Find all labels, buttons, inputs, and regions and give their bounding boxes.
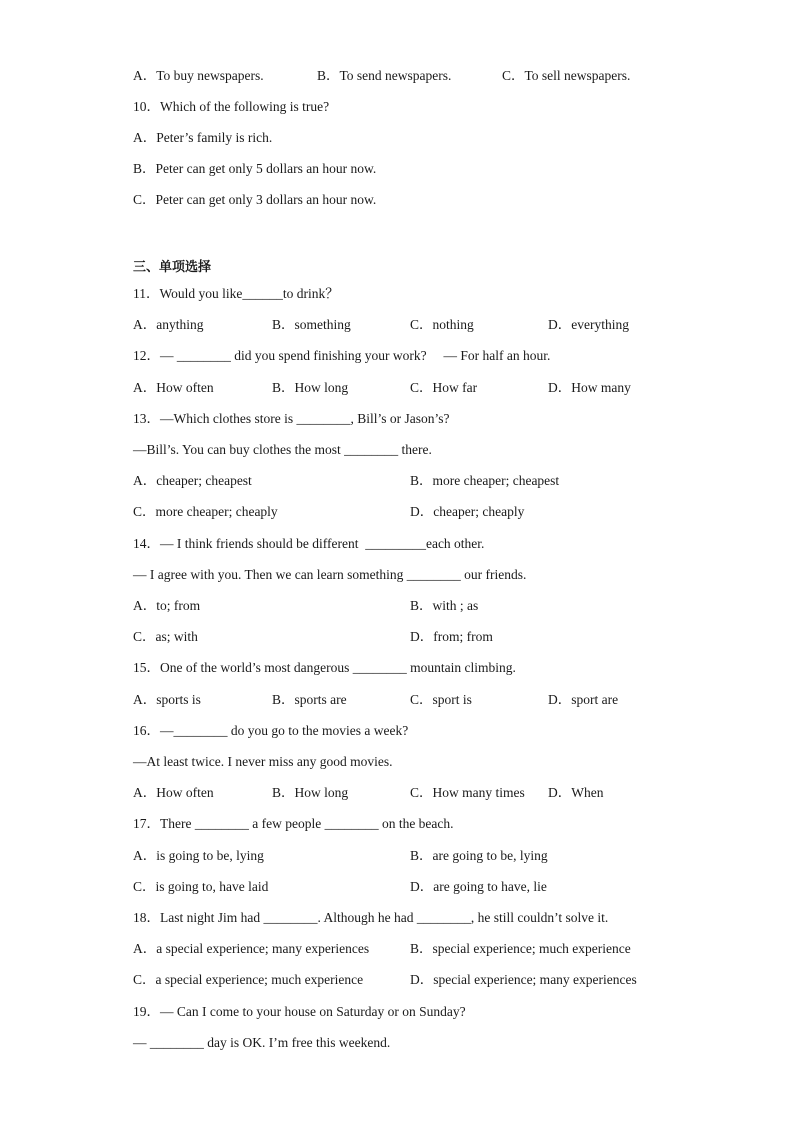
- q16-option-d: D．When: [548, 785, 604, 800]
- q10-stem: 10．Which of the following is true?: [133, 99, 330, 114]
- q17-option-d: D．are going to have, lie: [410, 879, 547, 894]
- q16-option-b: B．How long: [272, 785, 349, 800]
- q14-option-c: C．as; with: [133, 629, 198, 644]
- q18-stem: 18．Last night Jim had ________. Although he had ________, he still couldn’t solve it.: [133, 910, 609, 925]
- q18-option-c: C．a special experience; much experience: [133, 972, 364, 987]
- q12-option-c: C．How far: [410, 380, 478, 395]
- q17-option-c: C．is going to, have laid: [133, 879, 269, 894]
- q14-stem: 14．— I think friends should be different _________each other.: [133, 536, 485, 551]
- q18-option-b: B．special experience; much experience: [410, 941, 631, 956]
- q12-option-a: A．How often: [133, 380, 214, 395]
- section-heading: 三、单项选择: [133, 260, 212, 275]
- q13-option-d: D．cheaper; cheaply: [410, 504, 525, 519]
- q9-option-b: B．To send newspapers.: [317, 68, 452, 83]
- q18-option-d: D．special experience; many experiences: [410, 972, 637, 987]
- q12-option-d: D．How many: [548, 380, 631, 395]
- q17-option-a: A．is going to be, lying: [133, 848, 264, 863]
- q19-stem-reply: — ________ day is OK. I’m free this weekend.: [133, 1035, 391, 1050]
- q14-option-a: A．to; from: [133, 598, 201, 613]
- q9-option-a: A．To buy newspapers.: [133, 68, 264, 83]
- q11-stem: 11．Would you like______to drink？: [133, 286, 339, 301]
- q10-option-b: B．Peter can get only 5 dollars an hour now.: [133, 161, 377, 176]
- q13-stem-reply: —Bill’s. You can buy clothes the most ________ there.: [133, 442, 432, 457]
- q15-option-c: C．sport is: [410, 692, 472, 707]
- q11-option-d: D．everything: [548, 317, 629, 332]
- q10-option-c: C．Peter can get only 3 dollars an hour now.: [133, 192, 377, 207]
- q17-stem: 17．There ________ a few people ________ on the beach.: [133, 816, 454, 831]
- q11-option-b: B．something: [272, 317, 351, 332]
- q11-option-a: A．anything: [133, 317, 204, 332]
- q14-option-d: D．from; from: [410, 629, 493, 644]
- q16-stem: 16．—________ do you go to the movies a week?: [133, 723, 409, 738]
- q15-option-a: A．sports is: [133, 692, 201, 707]
- q15-option-d: D．sport are: [548, 692, 619, 707]
- q13-option-b: B．more cheaper; cheapest: [410, 473, 560, 488]
- q11-option-c: C．nothing: [410, 317, 474, 332]
- q19-stem: 19．— Can I come to your house on Saturday or on Sunday?: [133, 1004, 466, 1019]
- q10-option-a: A．Peter’s family is rich.: [133, 130, 273, 145]
- q13-option-c: C．more cheaper; cheaply: [133, 504, 278, 519]
- q16-option-a: A．How often: [133, 785, 214, 800]
- q16-option-c: C．How many times: [410, 785, 525, 800]
- q13-option-a: A．cheaper; cheapest: [133, 473, 252, 488]
- q16-stem-reply: —At least twice. I never miss any good movies.: [133, 754, 393, 769]
- q15-stem: 15．One of the world’s most dangerous ________ mountain climbing.: [133, 660, 516, 675]
- q9-option-c: C．To sell newspapers.: [502, 68, 631, 83]
- q14-stem-reply: — I agree with you. Then we can learn something ________ our friends.: [133, 567, 527, 582]
- q18-option-a: A．a special experience; many experiences: [133, 941, 370, 956]
- q14-option-b: B．with ; as: [410, 598, 479, 613]
- q15-option-b: B．sports are: [272, 692, 347, 707]
- q12-stem: 12．— ________ did you spend finishing your work? — For half an hour.: [133, 348, 551, 363]
- q12-option-b: B．How long: [272, 380, 349, 395]
- q13-stem: 13．—Which clothes store is ________, Bill’s or Jason’s?: [133, 411, 450, 426]
- q17-option-b: B．are going to be, lying: [410, 848, 548, 863]
